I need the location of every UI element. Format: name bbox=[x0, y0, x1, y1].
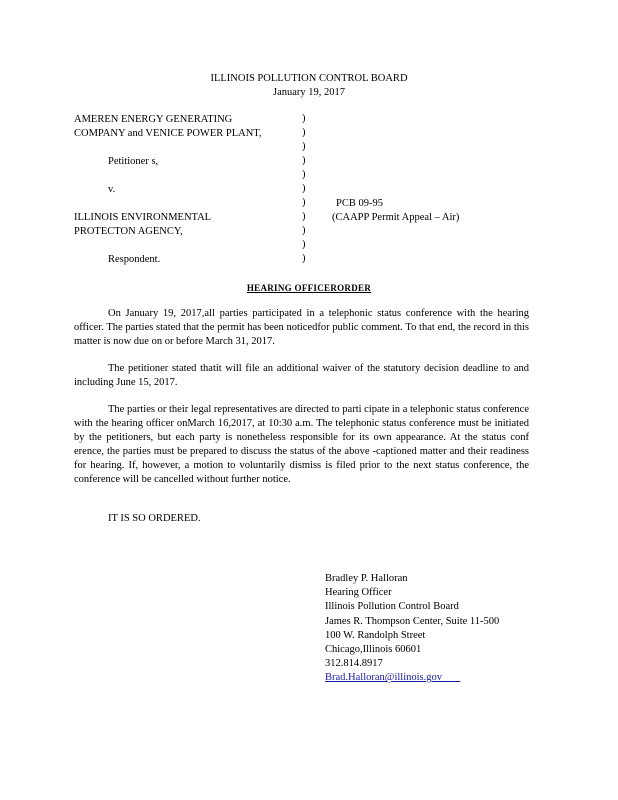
caption-paren: ) bbox=[302, 141, 306, 152]
petitioner-name-line1: AMEREN ENERGY GENERATING bbox=[74, 114, 233, 125]
caption-paren: ) bbox=[302, 197, 306, 208]
versus-label: v. bbox=[108, 184, 116, 195]
petitioner-name-line2: COMPANY and VENICE POWER PLANT, bbox=[74, 128, 262, 139]
order-title: HEARING OFFICERORDER bbox=[246, 283, 372, 293]
board-name: ILLINOIS POLLUTION CONTROL BOARD bbox=[210, 73, 408, 84]
caption-paren: ) bbox=[302, 155, 306, 166]
email-link[interactable]: Brad.Halloran@illinois.gov bbox=[325, 672, 442, 684]
respondent-name-line1: ILLINOIS ENVIRONMENTAL bbox=[74, 212, 212, 223]
caption-paren: ) bbox=[302, 169, 306, 180]
signer-name: Bradley P. Halloran bbox=[325, 573, 408, 584]
case-number: PCB 09-95 bbox=[336, 198, 383, 209]
address-line2: 100 W. Randolph Street bbox=[325, 629, 426, 641]
paragraph-3: The parties or their legal representatives are directed to parti cipate in a telephonic status conference with the hearing officer onMarch 16,2017, at 10:30 a.m. The telephonic status conference must be initiated by the petitioners, but each party is nonetheless responsible for its own appearance. At the status conf erence, the parties must be prepared to discuss the status of the above -captioned matter and their readiness for hearing. If, however, a motion to voluntarily dismiss is filed prior to the next status conference, the conference will be cancelled without further notice. bbox=[74, 404, 529, 485]
email-underline-tail bbox=[442, 672, 460, 683]
caption-paren: ) bbox=[302, 211, 306, 222]
caption-paren: ) bbox=[302, 253, 306, 264]
caption-paren: ) bbox=[302, 239, 306, 250]
respondent-name-line2: PROTECTON AGENCY, bbox=[74, 226, 183, 237]
paragraph-2: The petitioner stated thatit will file an additional waiver of the statutory decision deadline to and including June 15, 2017. bbox=[74, 363, 529, 388]
caption-paren-column bbox=[302, 112, 312, 266]
case-type: (CAAPP Permit Appeal – Air) bbox=[332, 212, 460, 223]
caption-paren: ) bbox=[302, 183, 306, 194]
phone-number: 312.814.8917 bbox=[325, 658, 383, 670]
signature-block bbox=[325, 572, 499, 686]
paragraph-1: On January 19, 2017,all parties participated in a telephonic status conference with the hearing officer. The parties stated that the permit has been noticedfor public comment. To that end, the record in this matter is now due on or before March 31, 2017. bbox=[74, 308, 529, 347]
caption-paren: ) bbox=[302, 127, 306, 138]
signer-org: Illinois Pollution Control Board bbox=[325, 601, 459, 613]
signer-title: Hearing Officer bbox=[325, 587, 392, 599]
ordered-line: IT IS SO ORDERED. bbox=[108, 513, 201, 524]
order-date: January 19, 2017 bbox=[272, 87, 346, 98]
petitioner-label: Petitioner s, bbox=[108, 156, 159, 167]
address-city: Chicago,Illinois 60601 bbox=[325, 644, 422, 656]
respondent-label: Respondent. bbox=[108, 254, 161, 265]
caption-paren: ) bbox=[302, 113, 306, 124]
address-line1: James R. Thompson Center, Suite 11-500 bbox=[325, 615, 500, 627]
caption-paren: ) bbox=[302, 225, 306, 236]
